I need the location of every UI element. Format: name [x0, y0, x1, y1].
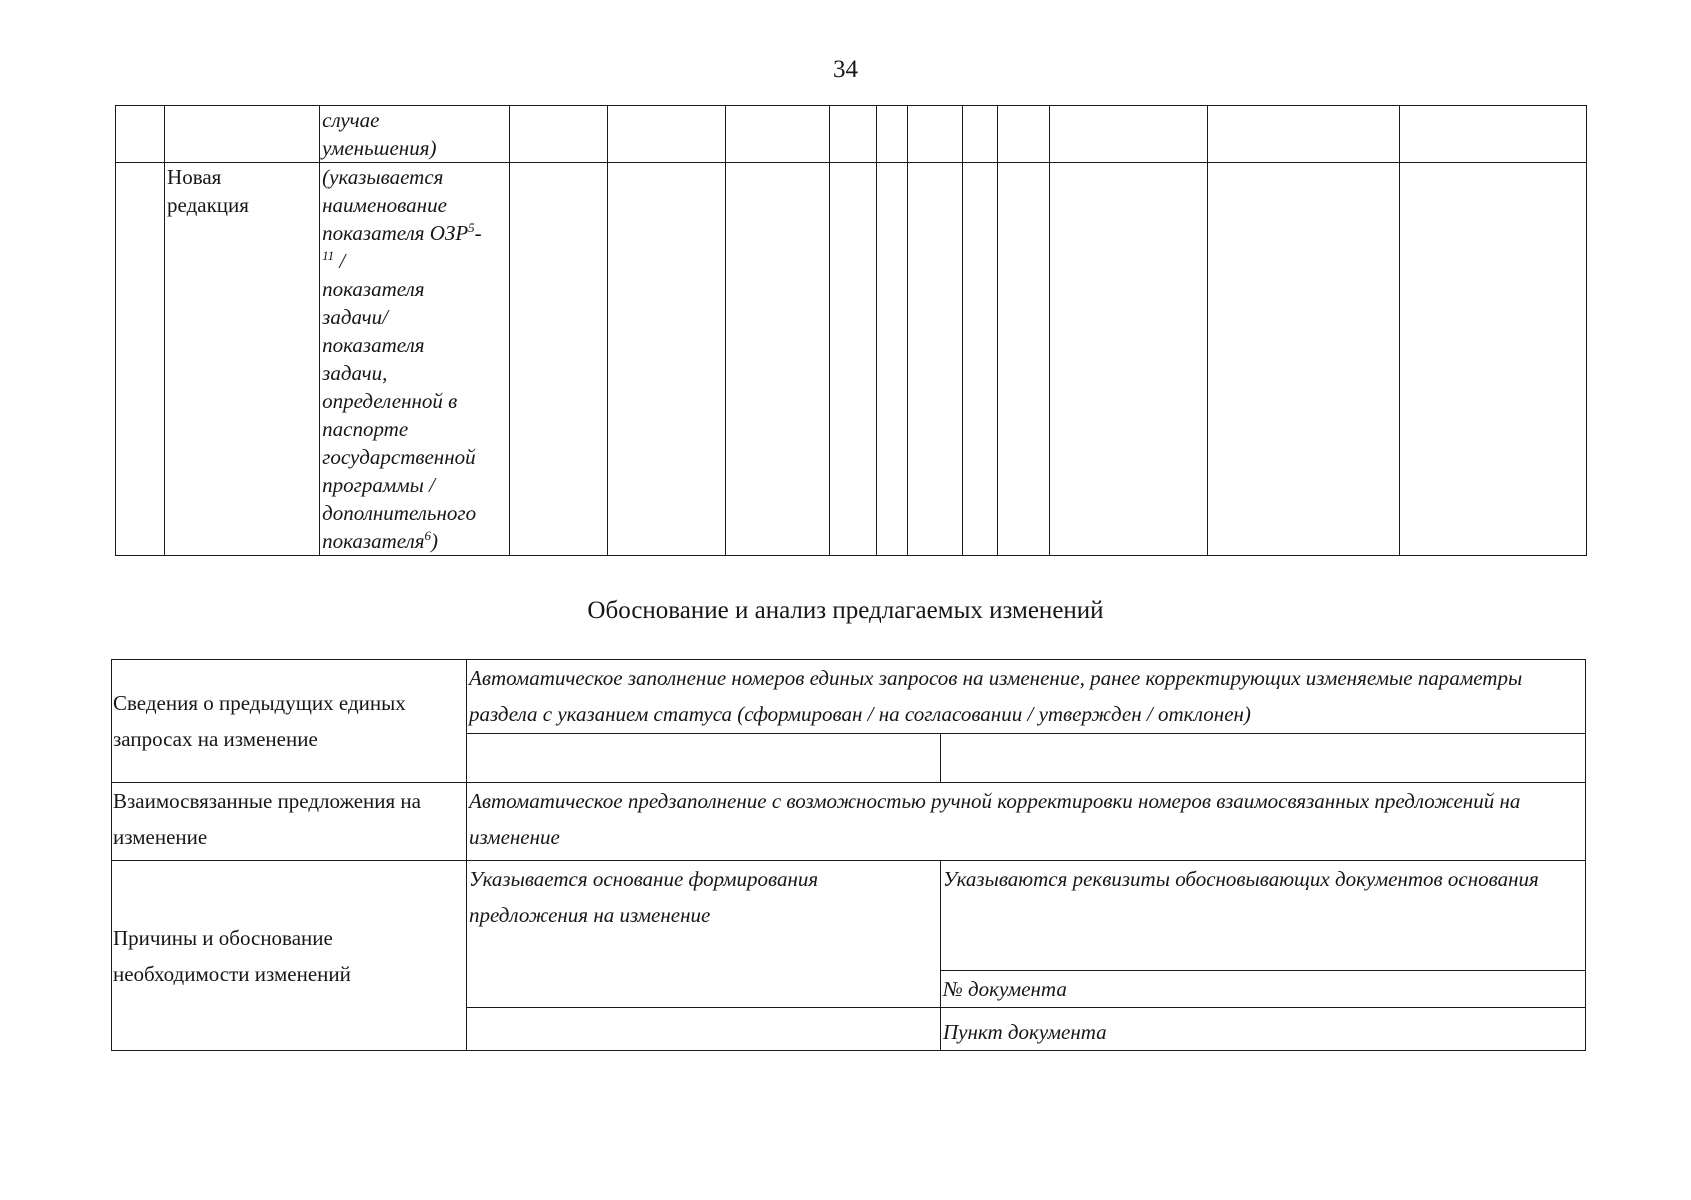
- table-cell: [1049, 106, 1207, 163]
- cell-text: программы /: [322, 473, 435, 497]
- previous-requests-label: Сведения о предыдущих единых запросах на изменение: [112, 660, 467, 783]
- table-cell: [510, 163, 608, 556]
- document-number-field[interactable]: № документа: [941, 971, 1586, 1008]
- related-proposals-text: Автоматическое предзаполнение с возможностью ручной корректировки номеров взаимосвязанных предложений на изменение: [467, 783, 1586, 861]
- footnote-ref: 11: [322, 248, 335, 263]
- table-cell: [877, 106, 907, 163]
- footnote-ref: 5: [468, 220, 475, 235]
- table-cell: [165, 163, 320, 556]
- table-row: [116, 106, 1587, 163]
- cell-text: определенной в: [322, 389, 458, 413]
- text-fragment: показателя ОЗР: [322, 221, 469, 245]
- cell-text: [322, 247, 509, 275]
- basis-empty-field[interactable]: [467, 1008, 941, 1051]
- cell-text: дополнительного: [322, 501, 477, 525]
- table-cell: [1049, 163, 1207, 556]
- text-fragment: показателя: [322, 529, 425, 553]
- table-cell: [165, 106, 320, 163]
- table-cell: [726, 163, 830, 556]
- table-cell: [1399, 106, 1586, 163]
- table-cell: [830, 163, 877, 556]
- table-cell: [726, 106, 830, 163]
- table-cell: [907, 163, 962, 556]
- text-fragment: -: [474, 221, 482, 245]
- cell-text: наименование: [322, 193, 447, 217]
- cell-text: [322, 527, 509, 555]
- cell-text: [322, 219, 509, 247]
- cell-text: уменьшения): [322, 136, 437, 160]
- table-cell: [608, 106, 726, 163]
- cell-text: задачи/: [322, 305, 389, 329]
- text-fragment: ): [431, 529, 438, 553]
- basis-description: Указывается основание формирования предложения на изменение: [467, 861, 941, 1008]
- table-row: [112, 660, 1586, 734]
- supporting-documents-text: Указываются реквизиты обосновывающих документов основания: [941, 861, 1586, 971]
- table-cell: [997, 163, 1049, 556]
- page-number: 34: [833, 56, 858, 83]
- row-label: Новая: [167, 165, 222, 189]
- indicator-table: [115, 105, 1587, 556]
- previous-request-number-field[interactable]: [467, 734, 941, 783]
- table-cell: [510, 106, 608, 163]
- row-label: редакция: [167, 193, 249, 217]
- justification-table: [111, 659, 1586, 1051]
- previous-requests-text: Автоматическое заполнение номеров единых запросов на изменение, ранее корректирующих изменяемые параметры раздела с указанием статуса (сформирован / на согласовании / утвержден / отклонен): [467, 660, 1586, 734]
- cell-text: паспорте: [322, 417, 409, 441]
- table-cell: [907, 106, 962, 163]
- section-heading: Обоснование и анализ предлагаемых изменений: [587, 597, 1104, 624]
- table-cell: [997, 106, 1049, 163]
- text-fragment: /: [334, 249, 346, 273]
- table-cell: [116, 163, 165, 556]
- table-row: [112, 861, 1586, 971]
- table-cell: [830, 106, 877, 163]
- table-cell: [608, 163, 726, 556]
- cell-text: государственной: [322, 445, 476, 469]
- cell-text: показателя: [322, 333, 425, 357]
- table-cell: [877, 163, 907, 556]
- related-proposals-label: Взаимосвязанные предложения на изменение: [112, 783, 467, 861]
- cell-text: показателя: [322, 277, 425, 301]
- table-cell: [116, 106, 165, 163]
- cell-text: (указывается: [322, 165, 444, 189]
- document-clause-field[interactable]: Пункт документа: [941, 1008, 1586, 1051]
- table-cell: [1207, 106, 1399, 163]
- table-cell: [1207, 163, 1399, 556]
- table-row: [116, 163, 1587, 556]
- table-cell: [1399, 163, 1586, 556]
- cell-text: задачи,: [322, 361, 388, 385]
- table-cell: [962, 163, 997, 556]
- footnote-ref: 6: [424, 528, 431, 543]
- table-cell: [320, 106, 510, 163]
- table-row: [112, 783, 1586, 861]
- previous-request-status-field[interactable]: [941, 734, 1586, 783]
- table-cell: [962, 106, 997, 163]
- indicator-description-cell: [320, 163, 510, 556]
- reasons-label: Причины и обоснование необходимости изменений: [112, 861, 467, 1051]
- cell-text: случае: [322, 108, 380, 132]
